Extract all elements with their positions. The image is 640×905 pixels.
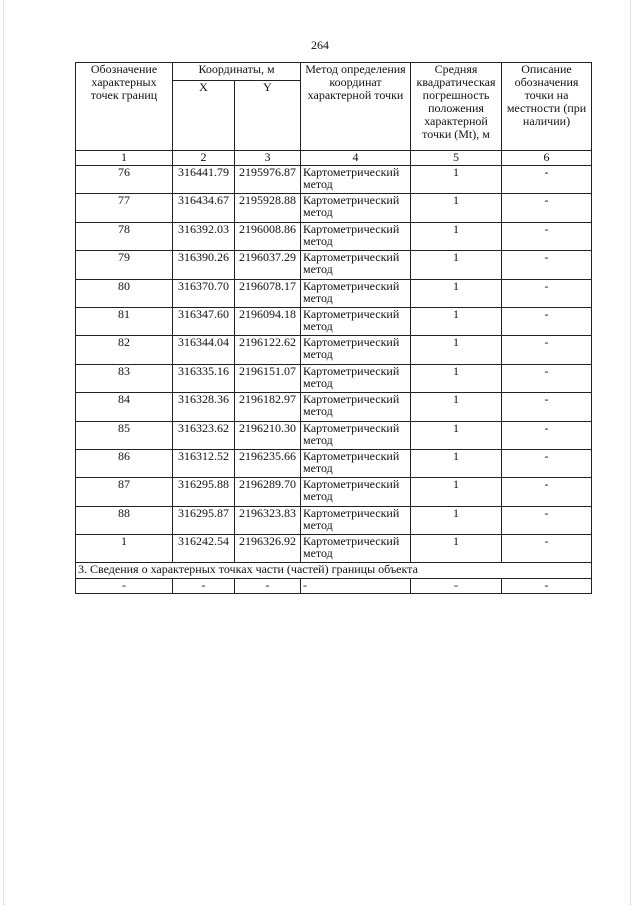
error-cell: 1: [411, 421, 502, 449]
point-cell: 83: [76, 364, 173, 392]
x-cell: 316344.04: [173, 336, 235, 364]
x-cell: 316370.70: [173, 279, 235, 307]
description-cell: -: [502, 364, 592, 392]
x-cell: 316392.03: [173, 222, 235, 250]
method-cell: Картометрический метод: [301, 166, 411, 194]
point-cell: 80: [76, 279, 173, 307]
y-cell: 2196289.70: [235, 478, 301, 506]
description-cell: -: [502, 194, 592, 222]
header-method: Метод определения координат характерной точки: [301, 63, 411, 151]
column-number: 4: [301, 151, 411, 166]
scan-edge-left: [3, 0, 5, 905]
column-number: 2: [173, 151, 235, 166]
error-cell: 1: [411, 364, 502, 392]
column-number: 3: [235, 151, 301, 166]
method-cell: Картометрический метод: [301, 478, 411, 506]
table-row: [76, 478, 592, 506]
method-cell: Картометрический метод: [301, 194, 411, 222]
section-title: 3. Сведения о характерных точках части (частей) границы объекта: [76, 563, 592, 579]
y-cell: 2196326.92: [235, 535, 301, 563]
empty-cell: -: [235, 579, 301, 594]
method-cell: Картометрический метод: [301, 535, 411, 563]
header-x: X: [173, 81, 235, 151]
error-cell: 1: [411, 393, 502, 421]
method-cell: Картометрический метод: [301, 251, 411, 279]
column-number: 1: [76, 151, 173, 166]
scan-edge-right: [630, 0, 632, 905]
empty-row: [76, 579, 592, 594]
page-number: 264: [311, 38, 329, 52]
point-cell: 86: [76, 449, 173, 477]
y-cell: 2196122.62: [235, 336, 301, 364]
empty-cell: -: [173, 579, 235, 594]
y-cell: 2196078.17: [235, 279, 301, 307]
table-row: [76, 506, 592, 534]
description-cell: -: [502, 506, 592, 534]
point-cell: 79: [76, 251, 173, 279]
y-cell: 2196210.30: [235, 421, 301, 449]
point-cell: 1: [76, 535, 173, 563]
point-cell: 78: [76, 222, 173, 250]
x-cell: 316441.79: [173, 166, 235, 194]
method-cell: Картометрический метод: [301, 364, 411, 392]
method-cell: Картометрический метод: [301, 336, 411, 364]
description-cell: -: [502, 393, 592, 421]
header-point-designation: Обозначение характерных точек границ: [76, 63, 173, 151]
description-cell: -: [502, 279, 592, 307]
table-row: [76, 194, 592, 222]
header-coordinates: Координаты, м: [173, 63, 301, 81]
method-cell: Картометрический метод: [301, 449, 411, 477]
y-cell: 2196037.29: [235, 251, 301, 279]
error-cell: 1: [411, 307, 502, 335]
method-cell: Картометрический метод: [301, 506, 411, 534]
x-cell: 316295.87: [173, 506, 235, 534]
error-cell: 1: [411, 166, 502, 194]
method-cell: Картометрический метод: [301, 393, 411, 421]
y-cell: 2196094.18: [235, 307, 301, 335]
column-number: 6: [502, 151, 592, 166]
point-cell: 76: [76, 166, 173, 194]
error-cell: 1: [411, 279, 502, 307]
x-cell: 316390.26: [173, 251, 235, 279]
y-cell: 2195976.87: [235, 166, 301, 194]
error-cell: 1: [411, 535, 502, 563]
method-cell: Картометрический метод: [301, 307, 411, 335]
table-row: [76, 251, 592, 279]
y-cell: 2196235.66: [235, 449, 301, 477]
empty-cell: -: [301, 579, 411, 594]
x-cell: 316295.88: [173, 478, 235, 506]
table-row: [76, 449, 592, 477]
description-cell: -: [502, 449, 592, 477]
error-cell: 1: [411, 336, 502, 364]
header-description: Описание обозначения точки на местности (при наличии): [502, 63, 592, 151]
y-cell: 2196008.86: [235, 222, 301, 250]
point-cell: 82: [76, 336, 173, 364]
y-cell: 2195928.88: [235, 194, 301, 222]
empty-cell: -: [411, 579, 502, 594]
error-cell: 1: [411, 506, 502, 534]
method-cell: Картометрический метод: [301, 279, 411, 307]
method-cell: Картометрический метод: [301, 222, 411, 250]
error-cell: 1: [411, 222, 502, 250]
table-row: [76, 336, 592, 364]
table-row: [76, 307, 592, 335]
y-cell: 2196323.83: [235, 506, 301, 534]
error-cell: 1: [411, 478, 502, 506]
description-cell: -: [502, 222, 592, 250]
point-cell: 84: [76, 393, 173, 421]
point-cell: 88: [76, 506, 173, 534]
empty-cell: -: [502, 579, 592, 594]
x-cell: 316323.62: [173, 421, 235, 449]
header-y: Y: [235, 81, 301, 151]
description-cell: -: [502, 336, 592, 364]
x-cell: 316335.16: [173, 364, 235, 392]
description-cell: -: [502, 535, 592, 563]
table-row: [76, 166, 592, 194]
section-row: [76, 563, 592, 579]
error-cell: 1: [411, 194, 502, 222]
table-row: [76, 222, 592, 250]
error-cell: 1: [411, 449, 502, 477]
table-row: [76, 364, 592, 392]
point-cell: 81: [76, 307, 173, 335]
boundary-points-table: [75, 62, 592, 594]
table-row: [76, 393, 592, 421]
description-cell: -: [502, 251, 592, 279]
column-number: 5: [411, 151, 502, 166]
point-cell: 85: [76, 421, 173, 449]
table-body: [76, 166, 592, 563]
table-row: [76, 421, 592, 449]
error-cell: 1: [411, 251, 502, 279]
x-cell: 316242.54: [173, 535, 235, 563]
table-row: [76, 279, 592, 307]
method-cell: Картометрический метод: [301, 421, 411, 449]
description-cell: -: [502, 307, 592, 335]
x-cell: 316312.52: [173, 449, 235, 477]
point-cell: 77: [76, 194, 173, 222]
point-cell: 87: [76, 478, 173, 506]
x-cell: 316328.36: [173, 393, 235, 421]
description-cell: -: [502, 478, 592, 506]
description-cell: -: [502, 421, 592, 449]
y-cell: 2196182.97: [235, 393, 301, 421]
table-row: [76, 535, 592, 563]
x-cell: 316347.60: [173, 307, 235, 335]
x-cell: 316434.67: [173, 194, 235, 222]
y-cell: 2196151.07: [235, 364, 301, 392]
description-cell: -: [502, 166, 592, 194]
header-mean-error: Средняя квадратическая погрешность положения характерной точки (Mt), м: [411, 63, 502, 151]
column-number-row: [76, 151, 592, 166]
empty-cell: -: [76, 579, 173, 594]
